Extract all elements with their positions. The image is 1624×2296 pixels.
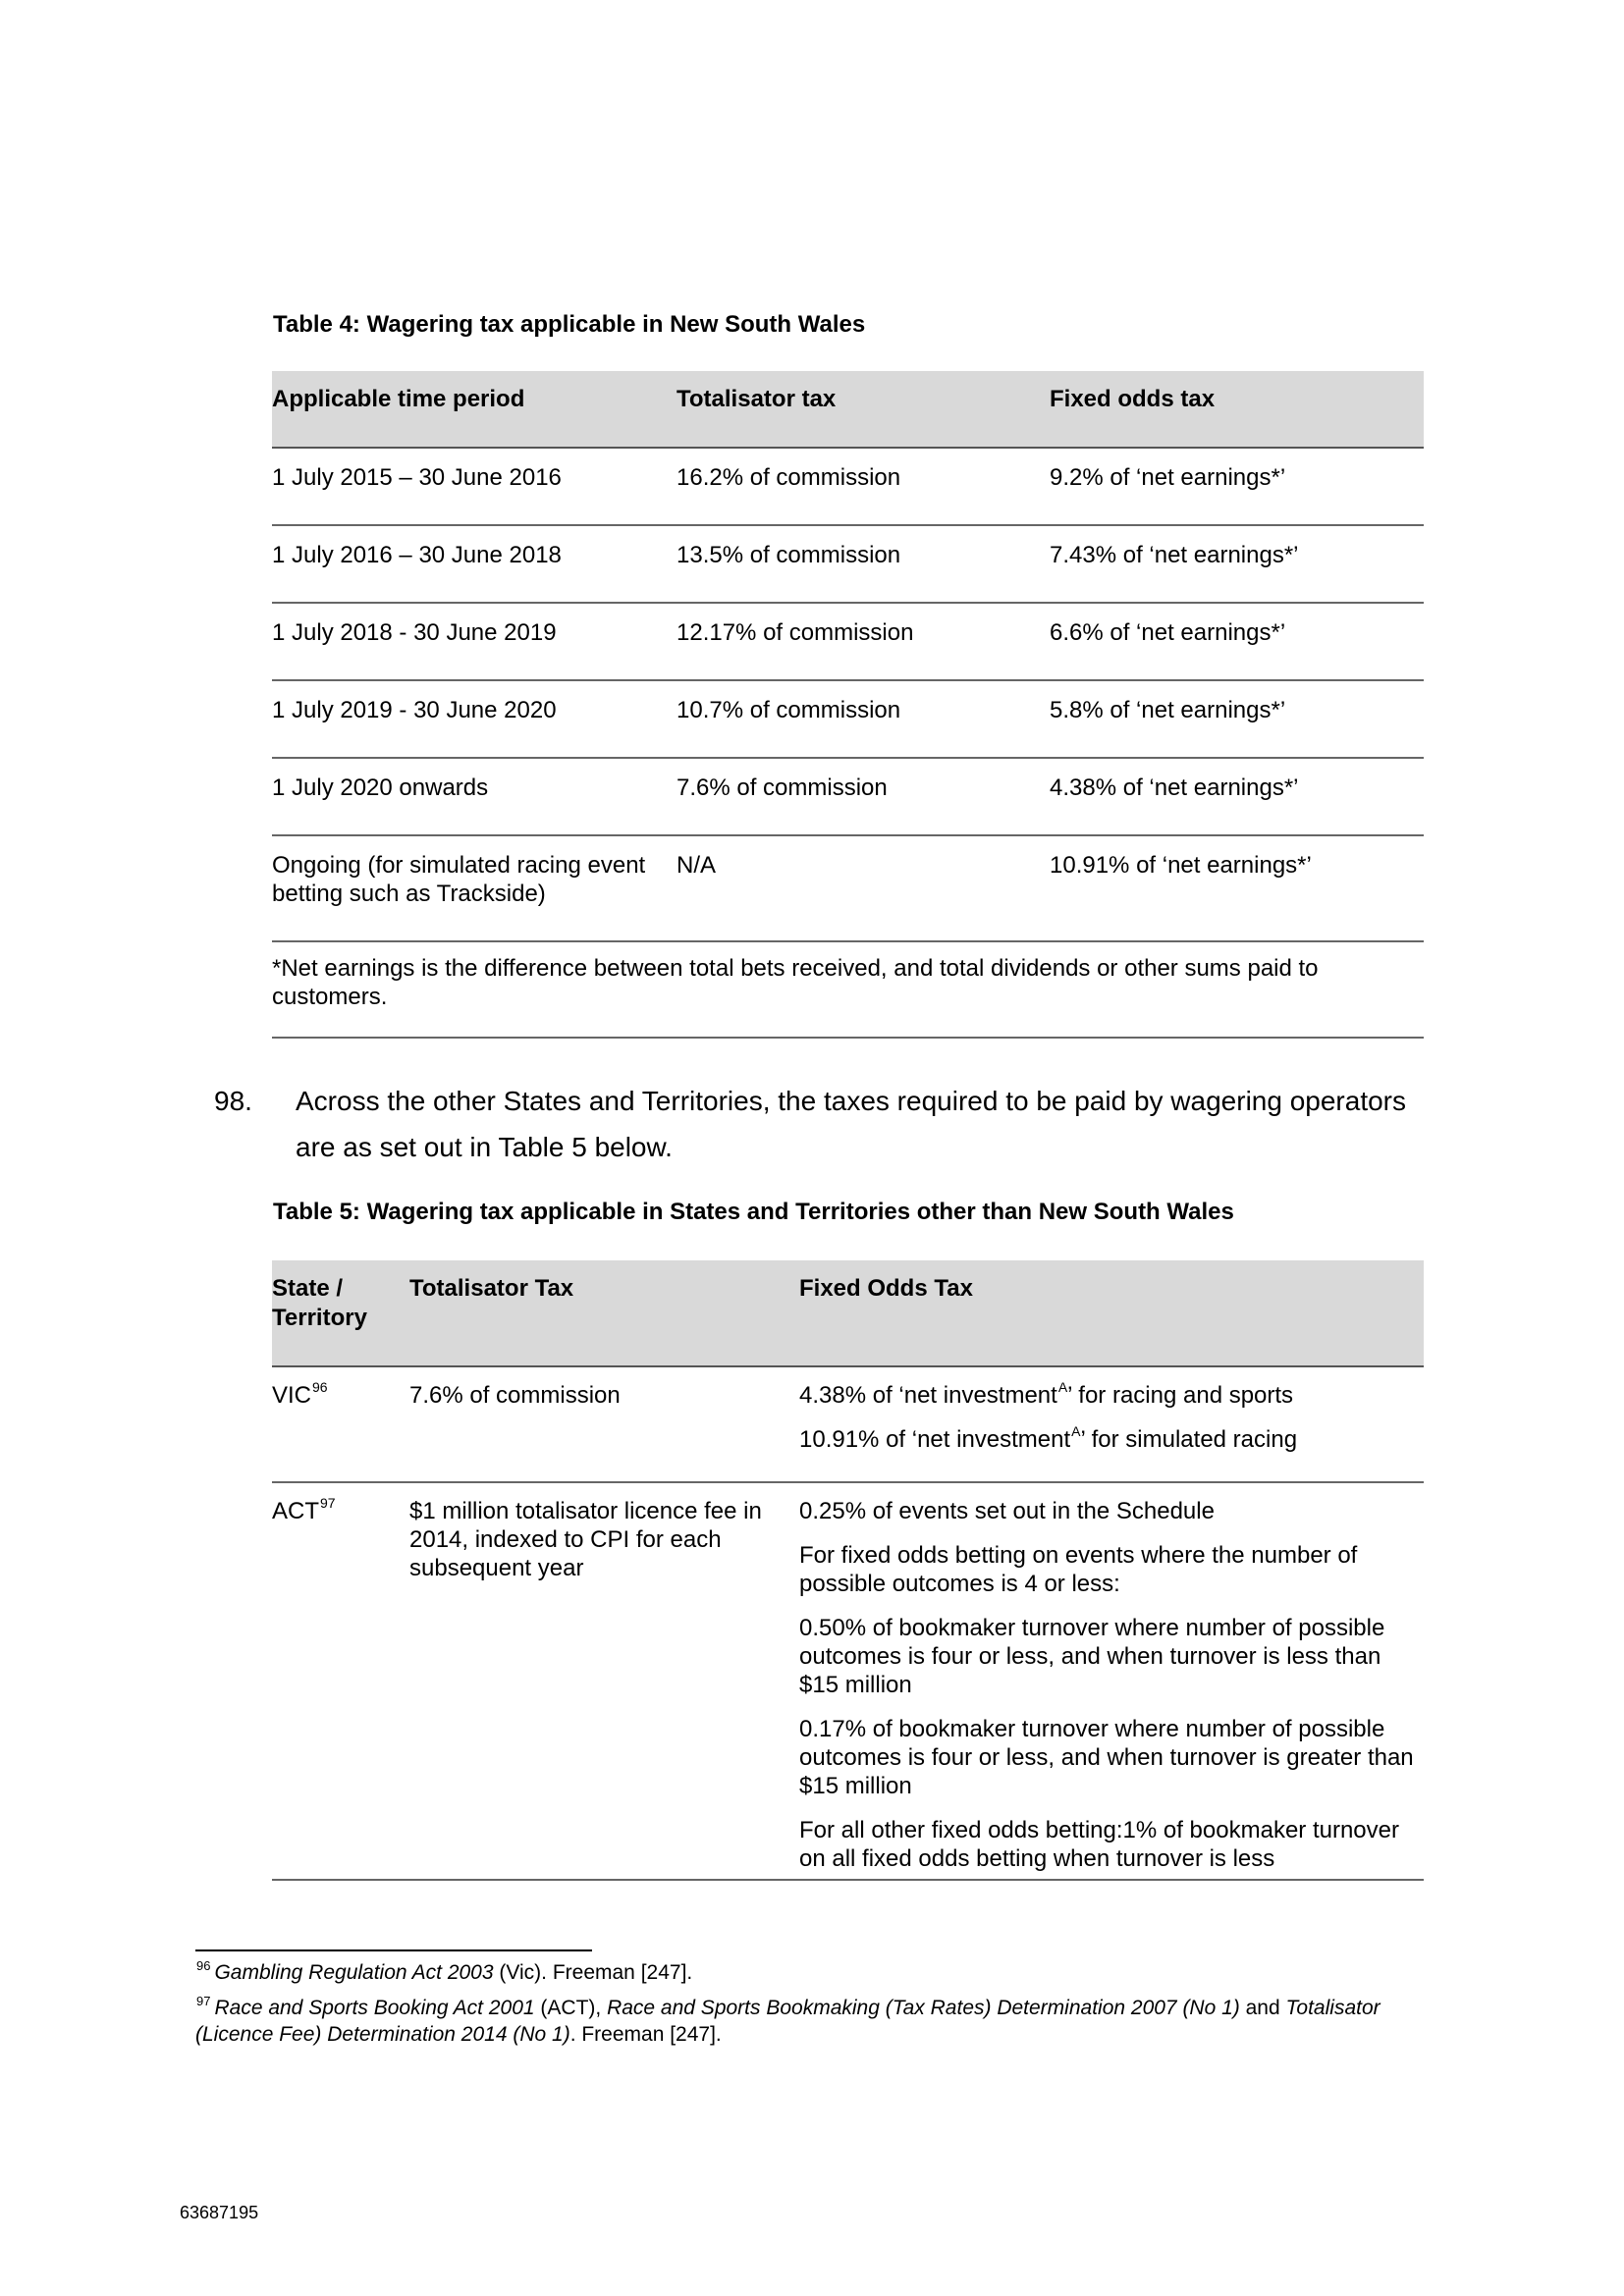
column-header: Totalisator tax <box>677 371 1050 448</box>
fixed-odds-line <box>799 1381 1424 1410</box>
table4 <box>272 371 1424 1039</box>
state-cell <box>272 1366 409 1482</box>
footnote-act-title: Race and Sports Bookmaking (Tax Rates) Determination 2007 (No 1) <box>607 1997 1240 2019</box>
time-period-cell: Ongoing (for simulated racing event betting such as Trackside) <box>272 835 677 941</box>
footnote-ref: 96 <box>312 1379 328 1395</box>
fixed-odds-tax-cell: 10.91% of ‘net earnings*’ <box>1050 835 1424 941</box>
fixed-odds-tax-cell: 7.43% of ‘net earnings*’ <box>1050 525 1424 603</box>
time-period-cell: 1 July 2019 - 30 June 2020 <box>272 680 677 758</box>
footnote-text: . Freeman [247]. <box>569 2023 722 2046</box>
footnote-text: (Vic). Freeman [247]. <box>493 1961 693 1984</box>
note-marker: A <box>1071 1423 1081 1439</box>
table-row <box>272 603 1424 680</box>
footnote-separator <box>195 1949 592 1951</box>
table5-caption: Table 5: Wagering tax applicable in States and Territories other than New South Wales <box>273 1199 1234 1225</box>
time-period-cell: 1 July 2018 - 30 June 2019 <box>272 603 677 680</box>
column-header: Fixed Odds Tax <box>799 1260 1424 1366</box>
fixed-odds-line: For all other fixed odds betting:1% of bookmaker turnover on all fixed odds betting when turnover is less <box>799 1817 1399 1872</box>
table-row <box>272 835 1424 941</box>
table-row-vic <box>272 1366 1424 1482</box>
table4-note-row <box>272 941 1424 1038</box>
totalisator-tax-cell: 12.17% of commission <box>677 603 1050 680</box>
paragraph-number: 98. <box>214 1086 252 1116</box>
footnote-act-title: Race and Sports Booking Act 2001 <box>214 1997 535 2019</box>
footnote-96 <box>195 1959 1423 1986</box>
fixed-odds-tax-cell: 6.6% of ‘net earnings*’ <box>1050 603 1424 680</box>
fixed-odds-tax-cell: 4.38% of ‘net earnings*’ <box>1050 758 1424 835</box>
totalisator-tax-cell: $1 million totalisator licence fee in 2014, indexed to CPI for each subsequent year <box>409 1482 799 1880</box>
footnote-act-title: Totalisator (Licence Fee) Determination 2014 (No 1) <box>195 1997 1380 2046</box>
document-id: 63687195 <box>180 2203 259 2222</box>
table5 <box>272 1260 1424 1881</box>
table4-header-row <box>272 371 1424 448</box>
table-row <box>272 448 1424 525</box>
text-run: ’ for racing and sports <box>1067 1382 1294 1409</box>
table-row-act <box>272 1482 1424 1880</box>
totalisator-tax-cell: 7.6% of commission <box>677 758 1050 835</box>
fixed-odds-tax-cell: 5.8% of ‘net earnings*’ <box>1050 680 1424 758</box>
state-name: ACT <box>272 1498 319 1524</box>
totalisator-tax-cell: 13.5% of commission <box>677 525 1050 603</box>
text-run: 10.91% of ‘net investment <box>799 1426 1071 1453</box>
text-run: ’ for simulated racing <box>1080 1426 1298 1453</box>
footnote-97 <box>195 1995 1423 2048</box>
footnote-number: 96 <box>196 1958 211 1973</box>
time-period-cell: 1 July 2015 – 30 June 2016 <box>272 448 677 525</box>
totalisator-tax-cell: N/A <box>677 835 1050 941</box>
paragraph-text: Across the other States and Territories, the taxes required to be paid by wagering operators are as set out in Table 5 below. <box>296 1086 1407 1162</box>
footnote-text: (ACT), <box>534 1997 608 2019</box>
note-marker: A <box>1057 1379 1068 1395</box>
fixed-odds-line: 0.50% of bookmaker turnover where number of possible outcomes is four or less, and when turnover is less than $15 million <box>799 1615 1385 1698</box>
footnote-text: and <box>1239 1997 1286 2019</box>
column-header: Applicable time period <box>272 371 677 448</box>
column-header: Totalisator Tax <box>409 1260 799 1366</box>
fixed-odds-tax-cell: 9.2% of ‘net earnings*’ <box>1050 448 1424 525</box>
text-run: 4.38% of ‘net investment <box>799 1382 1057 1409</box>
column-header: Fixed odds tax <box>1050 371 1424 448</box>
state-cell <box>272 1482 409 1880</box>
column-header: State / Territory <box>272 1260 409 1366</box>
totalisator-tax-cell: 10.7% of commission <box>677 680 1050 758</box>
table5-header-row <box>272 1260 1424 1366</box>
time-period-cell: 1 July 2020 onwards <box>272 758 677 835</box>
footnote-number: 97 <box>196 1994 211 2008</box>
fixed-odds-line: For fixed odds betting on events where the number of possible outcomes is 4 or less: <box>799 1542 1358 1597</box>
table-row <box>272 680 1424 758</box>
table-row <box>272 525 1424 603</box>
table4-caption: Table 4: Wagering tax applicable in New South Wales <box>273 311 866 338</box>
fixed-odds-line: 0.17% of bookmaker turnover where number of possible outcomes is four or less, and when turnover is greater than $15 million <box>799 1716 1414 1799</box>
totalisator-tax-cell: 7.6% of commission <box>409 1366 799 1482</box>
footnote-act-title: Gambling Regulation Act 2003 <box>214 1961 494 1984</box>
fixed-odds-line <box>799 1425 1424 1454</box>
fixed-odds-tax-cell <box>799 1366 1424 1482</box>
table4-note: *Net earnings is the difference between total bets received, and total dividends or other sums paid to customers. <box>272 941 1424 1038</box>
time-period-cell: 1 July 2016 – 30 June 2018 <box>272 525 677 603</box>
table-row <box>272 758 1424 835</box>
state-name: VIC <box>272 1382 312 1409</box>
footnote-ref: 97 <box>320 1495 336 1511</box>
totalisator-tax-cell: 16.2% of commission <box>677 448 1050 525</box>
paragraph-98 <box>214 1078 1432 1170</box>
fixed-odds-tax-cell <box>799 1482 1424 1880</box>
fixed-odds-line: 0.25% of events set out in the Schedule <box>799 1498 1215 1524</box>
